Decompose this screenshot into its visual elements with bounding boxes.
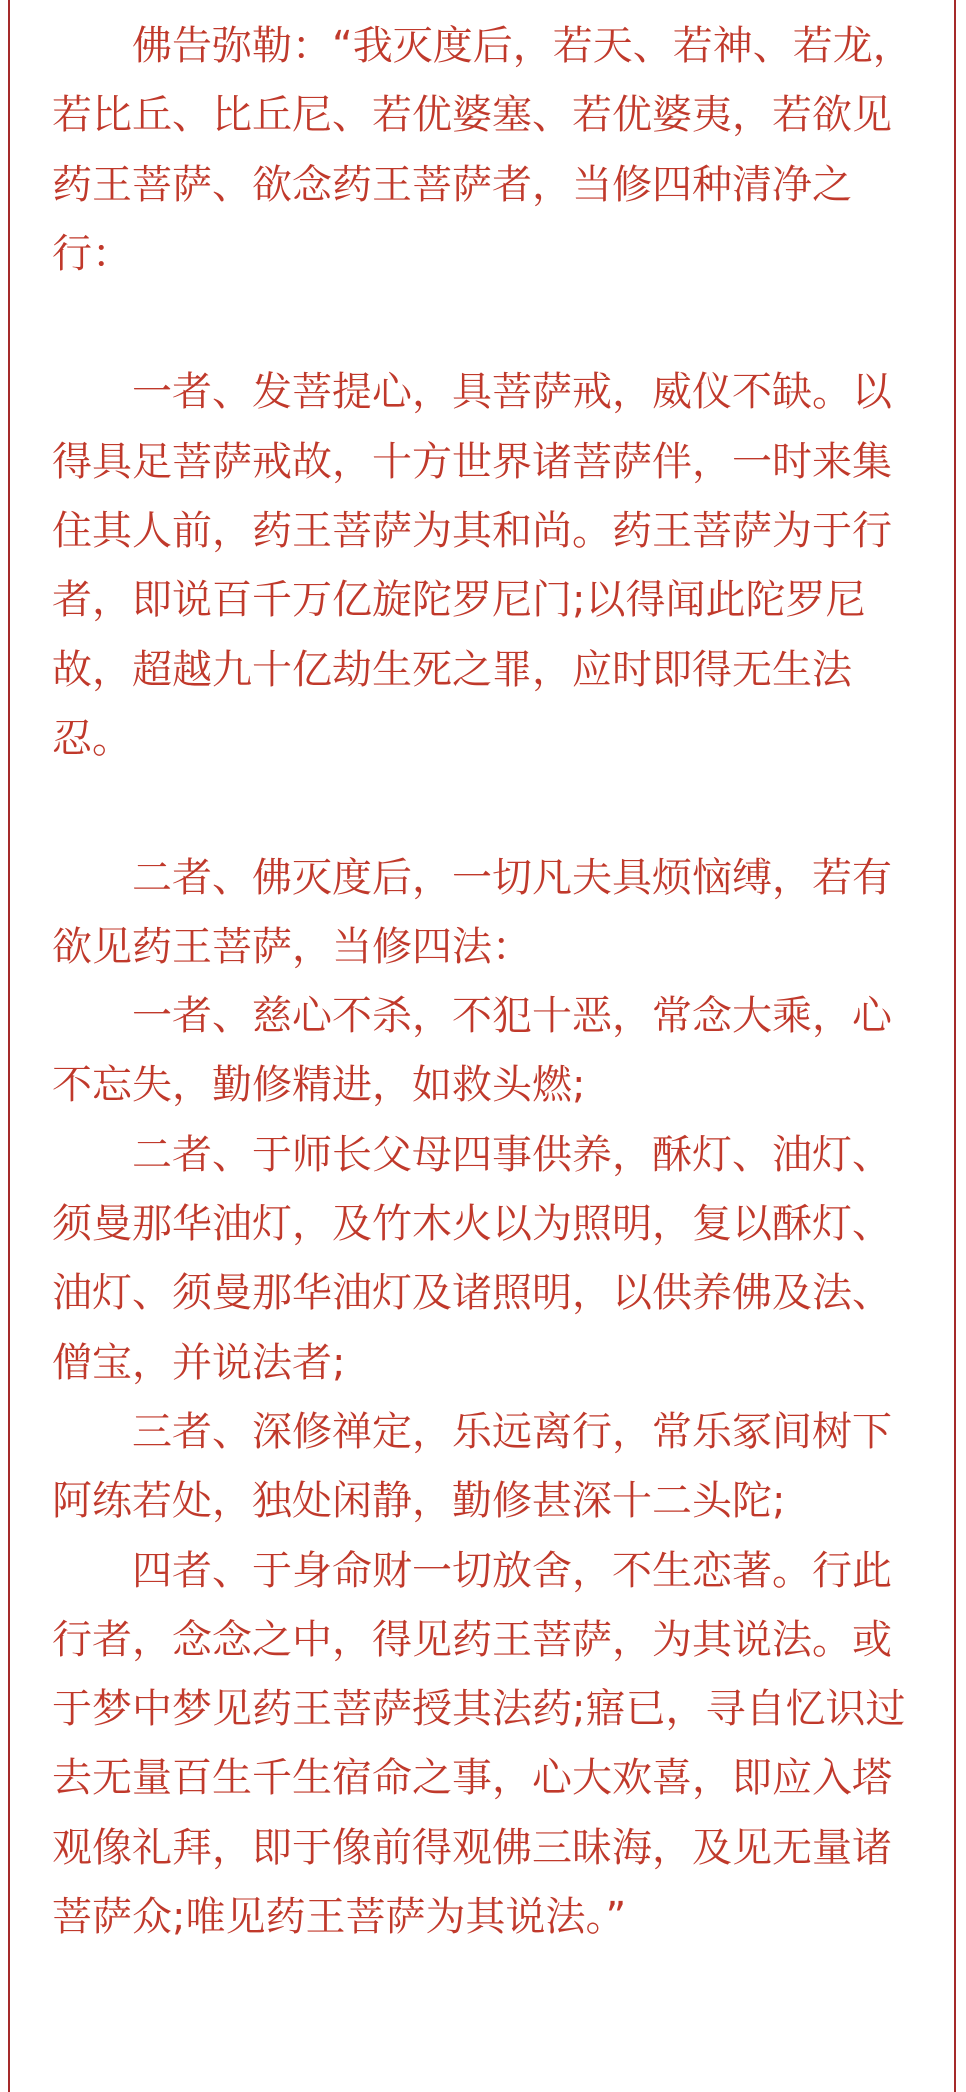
list-item-method-2: 二者、于师长父母四事供养，酥灯、油灯、须曼那华油灯，及竹木火以为照明，复以酥灯、油灯、须曼那华油灯及诸照明，以供养佛及法、僧宝，并说法者; (52, 1131, 892, 1386)
paragraph-spacer (52, 774, 922, 843)
list-item-method-4: 四者、于身命财一切放舍，不生恋著。行此行者，念念之中，得见药王菩萨，为其说法。或于梦中梦见药王菩萨授其法药;寤已，寻自忆识过去无量百生千生宿命之事，心大欢喜，即应入塔观像礼拜，即于像前得观佛三昧海，及见无量诸菩萨众;唯见药王菩萨为其说法。” (52, 1547, 906, 1941)
paragraph-spacer (52, 289, 922, 358)
paragraph-first-practice: 一者、发菩提心，具菩萨戒，威仪不缺。以得具足菩萨戒故，十方世界诸菩萨伴，一时来集住其人前，药王菩萨为其和尚。药王菩萨为于行者，即说百千万亿旋陀罗尼门;以得闻此陀罗尼故，超越九十亿劫生死之罪，应时即得无生法忍。 (52, 369, 892, 762)
list-item-method-3: 三者、深修禅定，乐远离行，常乐冢间树下阿练若处，独处闲静，勤修甚深十二头陀; (52, 1408, 892, 1525)
paragraph-intro: 佛告弥勒：“我灭度后，若天、若神、若龙，若比丘、比丘尼、若优婆塞、若优婆夷，若欲见药王菩萨、欲念药王菩萨者，当修四种清净之行： (52, 23, 913, 277)
list-item-method-1: 一者、慈心不杀，不犯十恶，常念大乘，心不忘失，勤修精进，如救头燃; (52, 993, 892, 1109)
paragraph-second-practice: 二者、佛灭度后，一切凡夫具烦恼缚，若有欲见药王菩萨，当修四法： (52, 854, 892, 970)
scripture-text (52, 12, 922, 1952)
